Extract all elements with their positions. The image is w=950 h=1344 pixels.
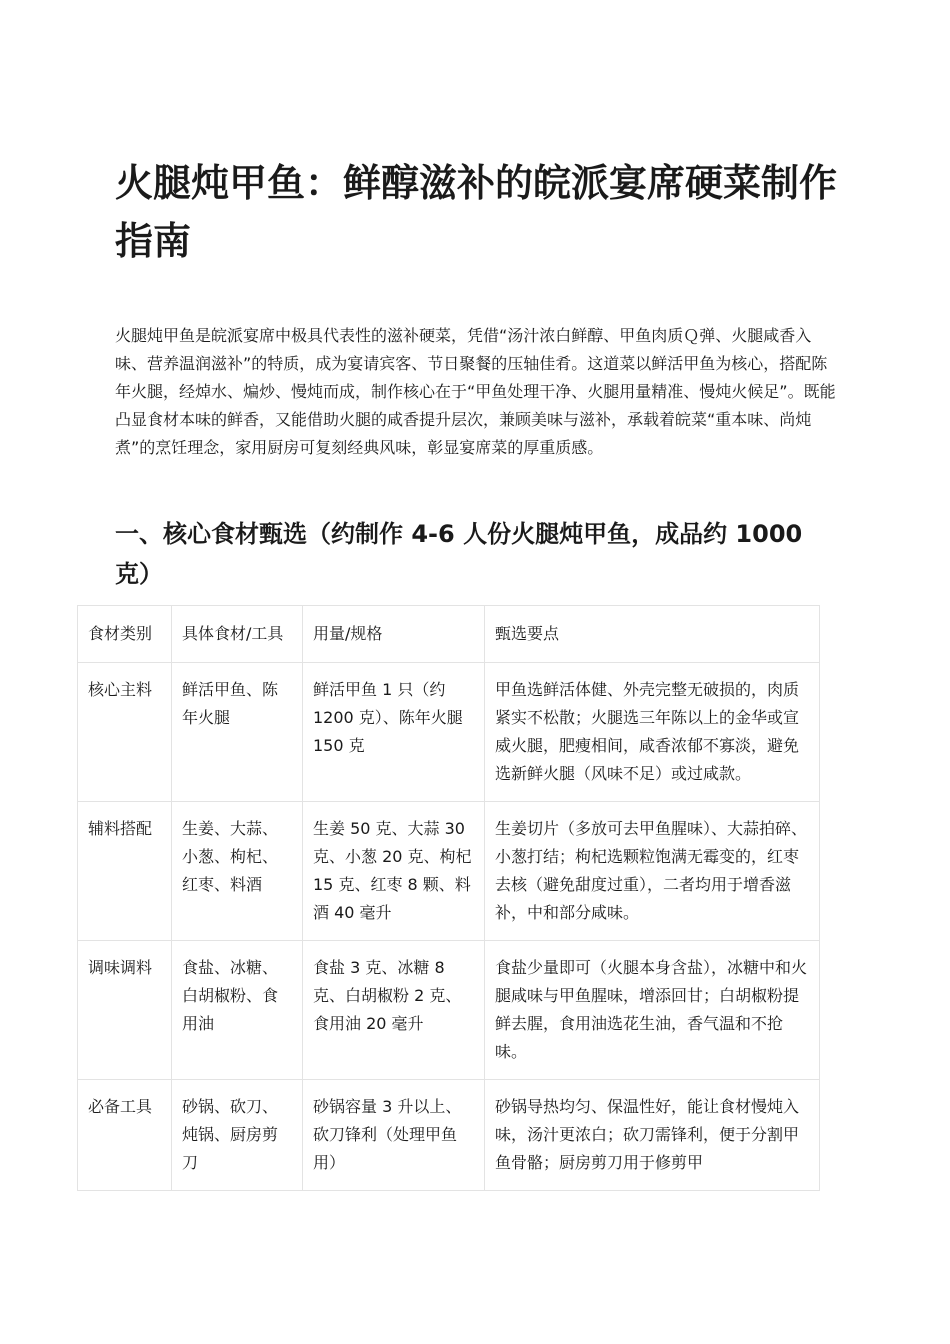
table-cell-tips: 甲鱼选鲜活体健、外壳完整无破损的，肉质紧实不松散；火腿选三年陈以上的金华或宣威火腿，肥瘦相间，咸香浓郁不寡淡，避免选新鲜火腿（风味不足）或过咸款。 (485, 663, 820, 802)
table-row (78, 802, 820, 941)
table-header-row (78, 606, 820, 663)
table-header-cell: 用量/规格 (303, 606, 485, 663)
table-cell-category: 核心主料 (78, 663, 172, 802)
intro-paragraph: 火腿炖甲鱼是皖派宴席中极具代表性的滋补硬菜，凭借“汤汁浓白鲜醇、甲鱼肉质Ｑ弹、火腿咸香入味、营养温润滋补”的特质，成为宴请宾客、节日聚餐的压轴佳肴。这道菜以鲜活甲鱼为核心，搭配陈年火腿，经焯水、煸炒、慢炖而成，制作核心在于“甲鱼处理干净、火腿用量精准、慢炖火候足”。既能凸显食材本味的鲜香，又能借助火腿的咸香提升层次，兼顾美味与滋补，承载着皖菜“重本味、尚炖煮”的烹饪理念，家用厨房可复刻经典风味，彰显宴席菜的厚重质感。 (115, 326, 836, 457)
ingredients-table (77, 605, 820, 1191)
table-cell-category: 辅料搭配 (78, 802, 172, 941)
table-header-cell: 食材类别 (78, 606, 172, 663)
table-cell-amount: 生姜 50 克、大蒜 30 克、小葱 20 克、枸杞 15 克、红枣 8 颗、料酒 40 毫升 (303, 802, 485, 941)
table-cell-amount: 鲜活甲鱼 1 只（约 1200 克）、陈年火腿 150 克 (303, 663, 485, 802)
table-cell-items: 鲜活甲鱼、陈年火腿 (172, 663, 303, 802)
table-cell-amount: 砂锅容量 3 升以上、砍刀锋利（处理甲鱼用） (303, 1080, 485, 1191)
table-cell-items: 食盐、冰糖、白胡椒粉、食用油 (172, 941, 303, 1080)
section-heading: 一、核心食材甄选（约制作 4-6 人份火腿炖甲鱼，成品约 1000 克） (115, 520, 803, 588)
table-row (78, 941, 820, 1080)
table-cell-tips: 砂锅导热均匀、保温性好，能让食材慢炖入味，汤汁更浓白；砍刀需锋利，便于分割甲鱼骨骼；厨房剪刀用于修剪甲 (485, 1080, 820, 1191)
table-row (78, 663, 820, 802)
table-cell-tips: 生姜切片（多放可去甲鱼腥味）、大蒜拍碎、小葱打结；枸杞选颗粒饱满无霉变的，红枣去核（避免甜度过重），二者均用于增香滋补，中和部分咸味。 (485, 802, 820, 941)
table-cell-items: 砂锅、砍刀、炖锅、厨房剪刀 (172, 1080, 303, 1191)
table-cell-amount: 食盐 3 克、冰糖 8 克、白胡椒粉 2 克、食用油 20 毫升 (303, 941, 485, 1080)
table-cell-items: 生姜、大蒜、小葱、枸杞、红枣、料酒 (172, 802, 303, 941)
table-cell-tips: 食盐少量即可（火腿本身含盐），冰糖中和火腿咸味与甲鱼腥味，增添回甘；白胡椒粉提鲜去腥，食用油选花生油，香气温和不抢味。 (485, 941, 820, 1080)
table-cell-category: 必备工具 (78, 1080, 172, 1191)
table-header-cell: 具体食材/工具 (172, 606, 303, 663)
table-row (78, 1080, 820, 1191)
page-title: 火腿炖甲鱼：鲜醇滋补的皖派宴席硬菜制作指南 (115, 161, 838, 263)
table-header-cell: 甄选要点 (485, 606, 820, 663)
table-cell-category: 调味调料 (78, 941, 172, 1080)
